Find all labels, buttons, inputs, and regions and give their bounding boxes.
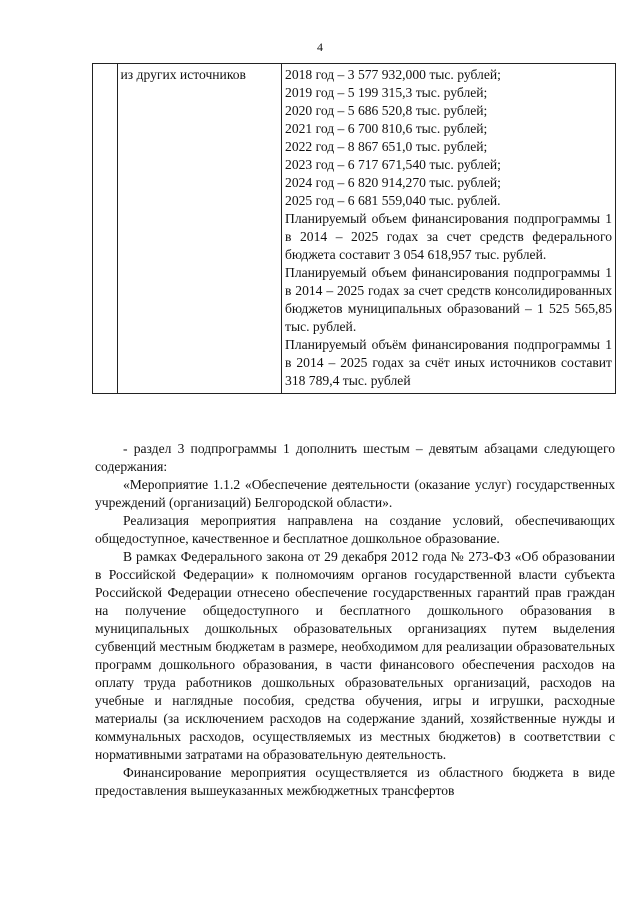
year-line: 2018 год – 3 577 932,000 тыс. рублей; [285,67,501,82]
funding-table [92,63,616,394]
year-line: 2024 год – 6 820 914,270 тыс. рублей; [285,175,501,190]
year-line: 2023 год – 6 717 671,540 тыс. рублей; [285,157,501,172]
body-paragraph: В рамках Федерального закона от 29 декабря 2012 года № 273-ФЗ «Об образовании в Российской Федерации» к полномочиям органов государственной власти субъекта Российской Федерации отнесено обеспечение государственных гарантий прав граждан на получение общедоступного и бесплатного дошкольного образования в муниципальных дошкольных образовательных организациях путем выделения субвенций местным бюджетам в размере, необходимом для реализации образовательных программ дошкольного образования, в части финансового обеспечения расходов на оплату труда работников дошкольных образовательных организаций, расходов на учебные и наглядные пособия, средства обучения, игры и игрушки, расходные материалы (за исключением расходов на содержание зданий, хозяйственные нужды и коммунальных расходов, осуществляемых из местных бюджетов) в соответствии с нормативными затратами на образовательную деятельность. [95,549,615,762]
table-cell-label: из других источников [117,64,282,394]
year-line: 2019 год – 5 199 315,3 тыс. рублей; [285,85,488,100]
funding-paragraph-other: Планируемый объём финансирования подпрограммы 1 в 2014 – 2025 годах за счёт иных источников составит 318 789,4 тыс. рублей [285,337,612,388]
table-cell-content [282,64,616,394]
table-cell-number [93,64,118,394]
body-paragraph: - раздел 3 подпрограммы 1 дополнить шестым – девятым абзацами следующего содержания: [95,441,615,474]
funding-paragraph-municipal: Планируемый объем финансирования подпрограммы 1 в 2014 – 2025 годах за счет средств консолидированных бюджетов муниципальных образований – 1 525 565,85 тыс. рублей. [285,265,612,334]
year-line: 2022 год – 8 867 651,0 тыс. рублей; [285,139,488,154]
page-number: 4 [317,40,323,54]
body-paragraph: Реализация мероприятия направлена на создание условий, обеспечивающих общедоступное, качественное и бесплатное дошкольное образование. [95,513,615,546]
year-line: 2020 год – 5 686 520,8 тыс. рублей; [285,103,488,118]
funding-paragraph-federal: Планируемый объем финансирования подпрограммы 1 в 2014 – 2025 годах за счет средств федерального бюджета составит 3 054 618,957 тыс. рублей. [285,211,612,262]
body-paragraph: «Мероприятие 1.1.2 «Обеспечение деятельности (оказание услуг) государственных учреждений (организаций) Белгородской области». [95,477,615,510]
table-row [93,64,616,394]
year-line: 2025 год – 6 681 559,040 тыс. рублей. [285,193,501,208]
document-body [95,440,615,800]
year-line: 2021 год – 6 700 810,6 тыс. рублей; [285,121,488,136]
body-paragraph: Финансирование мероприятия осуществляется из областного бюджета в виде предоставления вышеуказанных межбюджетных трансфертов [95,765,615,798]
